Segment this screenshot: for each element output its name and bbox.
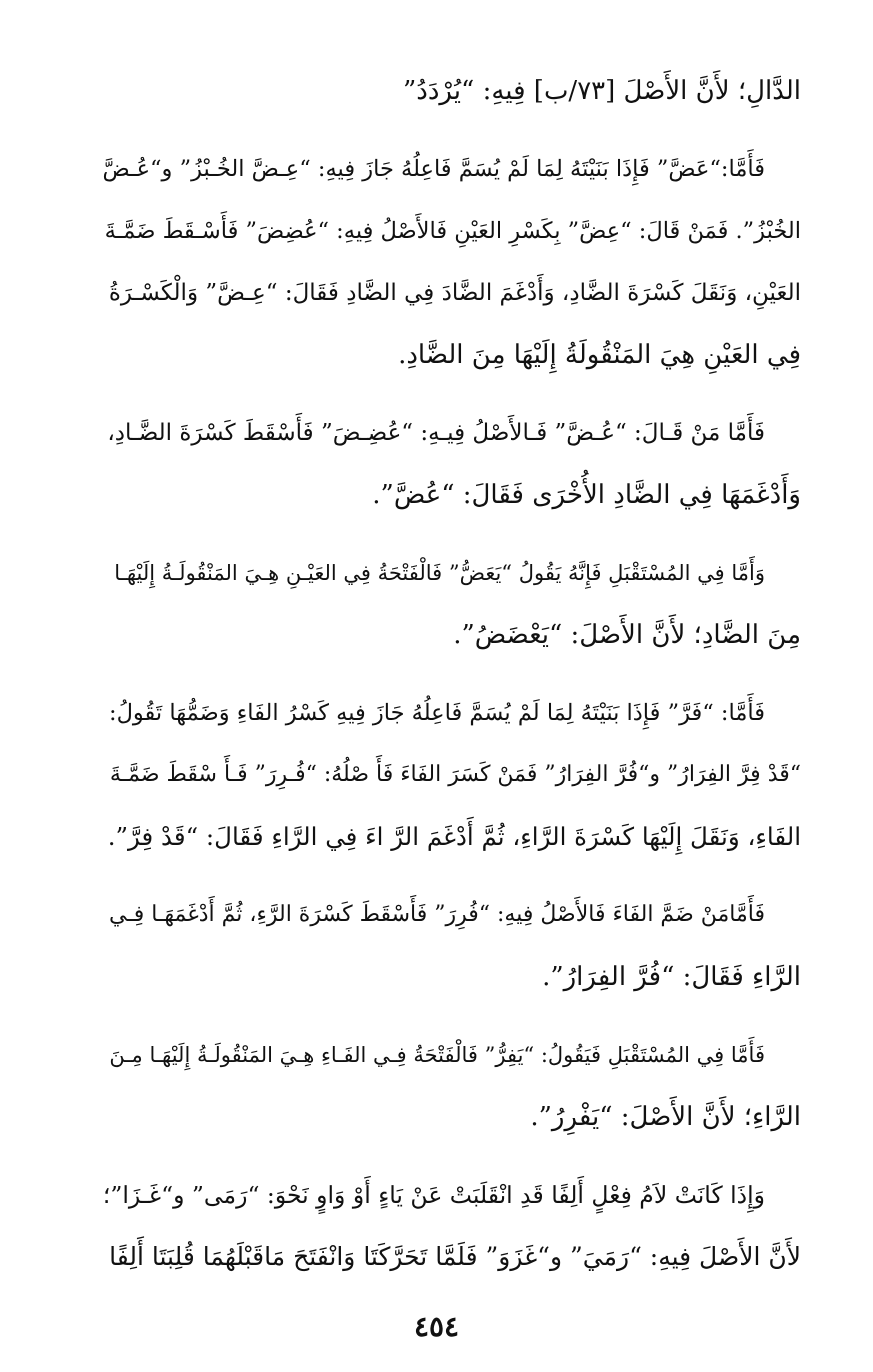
text-line: فَأَمَّامَنْ ضَمَّ الفَاءَ فَالأَصْلُ فِيهِ: “فُرِرَ” فَأَسْقَطَ كَسْرَةَ الرَّءِ، ثُمَّ أَدْغَمَهَـا فِـي bbox=[108, 902, 765, 927]
paragraph bbox=[100, 884, 801, 1008]
paragraph bbox=[100, 1024, 801, 1148]
text-line: الفَاءِ، وَنَقَلَ إِلَيْهَا كَسْرَةَ الرَّاءِ، ثُمَّ أَدْغَمَ الرَّ اءَ فِي الرَّاءِ فَقَالَ: “قَدْ فِرَّ”. bbox=[107, 822, 801, 851]
paragraph bbox=[100, 542, 801, 666]
body-text bbox=[100, 60, 801, 1304]
page-number: ٤٥٤ bbox=[413, 1310, 460, 1343]
paragraph bbox=[100, 402, 801, 526]
text-line: فِي العَيْنِ هِيَ المَنْقُولَةُ إِلَيْهَا مِنَ الضَّادِ. bbox=[398, 340, 801, 370]
text-line: وَأَدْغَمَهَا فِي الضَّادِ الأُخْرَى فَقَالَ: “عُضَّ”. bbox=[372, 480, 801, 510]
text-line: وَأَمَّا فِي المُسْتَقْبَلِ فَإِنَّهُ يَقُولُ “يَعَضُّ” فَالْفَتْحَةُ فِي العَيْـنِ هِـيَ المَنْقُولَـةُ إِلَيْهَـا bbox=[114, 561, 765, 585]
text-line: مِنَ الضَّادِ؛ لأَنَّ الأَصْلَ: “يَعْضَضُ”. bbox=[453, 620, 801, 650]
text-line: العَيْنِ، وَنَقَلَ كَسْرَةَ الضَّادِ، وَأَدْغَمَ الضَّادَ فِي الضَّادِ فَقَالَ: “عِـضَّ” وَالْكَسْـرَةُ bbox=[108, 280, 801, 306]
text-line: فَأَمَّا فِي المُسْتَقْبَلِ فَيَقُولُ: “يَفِرُّ” فَالْفَتْحَةُ فِـي الفَـاءِ هِـيَ المَنْقُولَـةُ إِلَيْهَـا مِـنَ bbox=[109, 1043, 765, 1067]
text-line: فَأَمَّا مَنْ قَـالَ: “عُـضَّ” فَـالأَصْلُ فِيـهِ: “عُضِـضَ” فَأَسْقَطَ كَسْرَةَ الضَّـادِ، bbox=[107, 420, 765, 446]
text-line: فَأَمَّا: “فَرَّ” فَإِذَا بَنَيْتَهُ لِمَا لَمْ يُسَمَّ فَاعِلُهُ جَازَ فِيهِ كَسْرُ الفَاءِ وَضَمُّهَا تَقُولُ: bbox=[109, 700, 765, 726]
paragraph bbox=[100, 138, 801, 386]
text-line: “قَدْ فِرَّ الفِرَارُ” و“فُرَّ الفِرَارُ” فَمَنْ كَسَرَ الفَاءَ فَأَ صْلُهُ: “فُـرِرَ” فَـأَ سْقَطَ ضَمَّـةَ bbox=[109, 762, 801, 787]
text-line: الخُبْزُ”. فَمَنْ قَالَ: “عِضَّ” بِكَسْرِ العَيْنِ فَالأَصْلُ فِيهِ: “عُضِضَ” فَأَسْـقَطَ ضَمَّـةَ bbox=[104, 218, 801, 244]
text-line: الرَّاءِ؛ لأَنَّ الأَصْلَ: “يَفْرِرُ”. bbox=[530, 1102, 801, 1132]
paragraph bbox=[100, 60, 801, 122]
text-line: فَأَمَّا:“عَضَّ” فَإِذَا بَنَيْتَهُ لِمَا لَمْ يُسَمَّ فَاعِلُهُ جَازَ فِيهِ: “عِـضَّ الخُـبْزُ” و“عُـضَّ bbox=[102, 156, 765, 182]
paragraph bbox=[100, 1164, 801, 1288]
paragraph bbox=[100, 682, 801, 868]
text-line: الدَّالِ؛ لأَنَّ الأَصْلَ [٧٣/ب] فِيهِ: “يُرْدَدُ” bbox=[402, 76, 801, 106]
text-line: الرَّاءِ فَقَالَ: “فُرَّ الفِرَارُ”. bbox=[542, 962, 801, 992]
text-line: لأَنَّ الأَصْلَ فِيهِ: “رَمَيَ” و“غَزَوَ” فَلَمَّا تَحَرَّكَتَا وَانْفَتَحَ مَاقَبْلَهُمَا قُلِبَتَا أَلِفًا bbox=[109, 1242, 801, 1271]
text-line: وَإِذَا كَانَتْ لاَمُ فِعْلٍ أَلِفًا قَدِ انْقَلَبَتْ عَنْ يَاءٍ أَوْ وَاوٍ نَحْوَ: “رَمَى” و“غَـزَا”؛ bbox=[102, 1181, 765, 1209]
